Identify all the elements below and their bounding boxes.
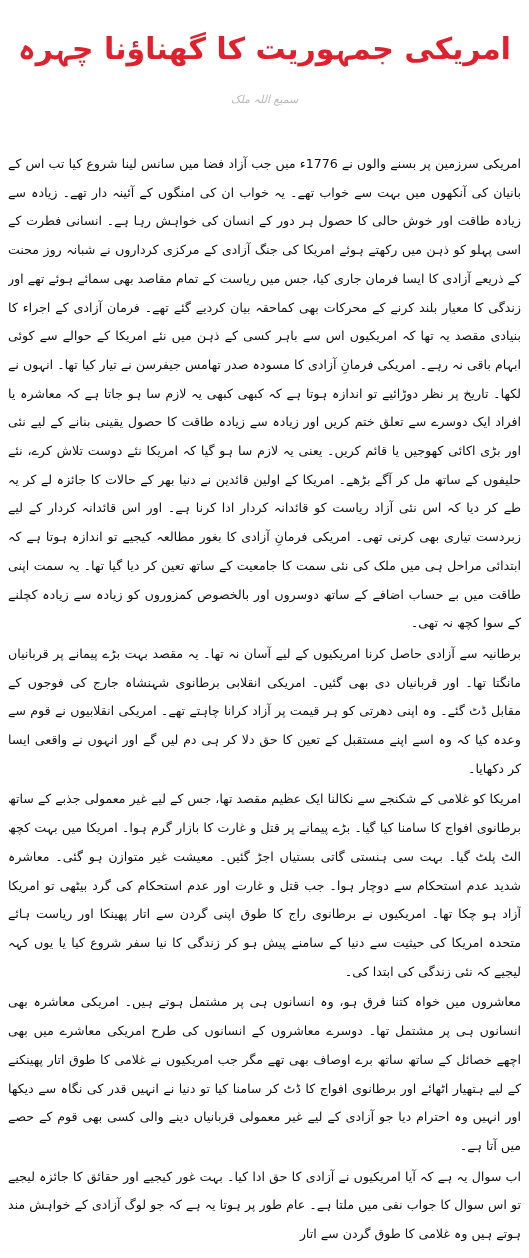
article-paragraph: امریکا کو غلامی کے شکنجے سے نکالنا ایک عظیم مقصد تھا، جس کے لیے غیر معمولی جذبے کے ساتھ برطانوی افواج کا سامنا کیا گیا۔ بڑے پیمانے پر قتل و غارت کا بازار گرم ہوا۔ امریکا میں بہت کچھ الٹ پلٹ گیا۔ بہت سی ہنستی گاتی بستیاں اجڑ گئیں۔ معیشت غیر متوازن ہو گئی۔ معاشرہ شدید عدم استحکام سے دوچار ہوا۔ جب قتل و غارت اور عدم استحکام کی گرد بیٹھی تو امریکا آزاد ہو چکا تھا۔ امریکیوں نے برطانوی راج کا طوق اپنی گردن سے اتار پھینکا اور ریاست ہائے متحدہ امریکا کی حیثیت سے دنیا کے سامنے پیش ہو کر زندگی کا نیا سفر شروع کیا یا یوں کہہ لیجیے کہ نئی زندگی کی ابتدا کی۔ <box>8 791 521 979</box>
article-body <box>8 150 521 1258</box>
article-paragraph: معاشروں میں خواہ کتنا فرق ہو، وہ انسانوں ہی پر مشتمل ہوتے ہیں۔ امریکی معاشرہ بھی انسانوں ہی پر مشتمل تھا۔ دوسرے معاشروں کے انسانوں کی طرح امریکی معاشرے میں بھی اچھے خصائل کے ساتھ ساتھ برے اوصاف بھی تھے مگر جب امریکیوں نے غلامی کا طوق اتار پھینکنے کے لیے ہتھیار اٹھائے اور برطانوی افواج کا ڈٹ کر سامنا کیا تو دنیا نے انہیں قدر کی نگاہ سے دیکھا اور انہیں وہ احترام دیا جو آزادی کے لیے غیر معمولی قربانیاں دینے والی کسی بھی قوم کے حصے میں آتا ہے۔ <box>8 994 521 1153</box>
article-paragraph: اب سوال یہ ہے کہ آیا امریکیوں نے آزادی کا حق ادا کیا۔ بہت غور کیجیے اور حقائق کا جائزہ لیجیے تو اس سوال کا جواب نفی میں ملتا ہے۔ عام طور پر ہوتا یہ ہے کہ جو لوگ آزادی کے خواہش مند ہوتے ہیں وہ غلامی کا طوق گردن سے اتار <box>8 1168 521 1242</box>
article-paragraph: امریکی سرزمین پر بسنے والوں نے 1776ء میں جب آزاد فضا میں سانس لینا شروع کیا تب اس کے بانیان کی آنکھوں میں بہت سے خواب تھے۔ یہ خواب ان کی امنگوں کے آئینہ دار تھے۔ زیادہ سے زیادہ طاقت اور خوش حالی کا حصول ہر دور کے انسان کی خواہش رہا ہے۔ انسانی فطرت کے اسی پہلو کو ذہن میں رکھتے ہوئے امریکا کی جنگ آزادی کے مرکزی کرداروں نے شبانہ روز محنت کے ذریعے آزادی کا ایسا فرمان جاری کیا، جس میں ریاست کے تمام مقاصد بھی سمائے ہوئے تھے اور زندگی کا معیار بلند کرنے کے محرکات بھی کماحقہ بیان کردیے گئے تھے۔ فرمان آزادی کے اجراء کا بنیادی مقصد یہ تھا کہ امریکیوں اس سے باہر کسی کے ذہن میں نئے امریکا کے حوالے سے کوئی ابہام باقی نہ رہے۔ امریکی فرمانِ آزادی کا مسودہ صدر تھامس جیفرسن نے تیار کیا تھا۔ انہوں نے لکھا۔ تاریخ پر نظر دوڑائیے تو اندازہ ہوتا ہے کہ کبھی کبھی یہ لازم سا ہو جاتا ہے کہ معاشرہ یا افراد ایک دوسرے سے تعلق ختم کریں اور زیادہ سے زیادہ طاقت کا حصول یقینی بنانے کے لیے نئی اور بڑی اکائی کھوجیں یا قائم کریں۔ یعنی یہ لازم سا ہو گیا کہ امریکا نئے دوست تلاش کرے، نئے حلیفوں کے ساتھ مل کر آگے بڑھے۔ امریکا کے اولین قائدین نے دنیا بھر کے حالات کا جائزہ لے کر یہ طے کر دیا کہ اس نئی آزاد ریاست کو قائدانہ کردار ادا کرنا ہے۔ اور اس قائدانہ کردار کے لیے زبردست تیاری بھی کرنی تھی۔ امریکی فرمانِ آزادی کا بغور مطالعہ کیجیے تو اندازہ ہوتا ہے کہ ابتدائی مراحل ہی میں ملک کی نئی سمت کا جامعیت کے ساتھ تعین کر دیا گیا تھا۔ یہ سمت اپنی طاقت میں بے حساب اضافے کے ساتھ دوسروں اور بالخصوص کمزوروں کو زیادہ سے زیادہ کچلنے کے سوا کچھ نہ تھی۔ <box>8 156 521 631</box>
article-title: امریکی جمہوریت کا گھناؤنا چہرہ <box>18 32 511 67</box>
author-name: سمیع اللہ ملک <box>230 93 299 106</box>
article-paragraph: برطانیہ سے آزادی حاصل کرنا امریکیوں کے لیے آسان نہ تھا۔ یہ مقصد بہت بڑے پیمانے پر قربانیاں مانگتا تھا۔ اور قربانیاں دی بھی گئیں۔ امریکی انقلابی برطانوی شہنشاہ جارج کی فوجوں کے مقابل ڈٹ گئے۔ وہ اپنی دھرتی کو ہر قیمت پر آزاد کرانا چاہتے تھے۔ امریکی انقلابیوں نے قوم سے وعدہ کیا کہ وہ اسے اپنے مستقبل کے تعین کا حق دلا کر ہی دم لیں گے اور انہوں نے واقعی ایسا کر دکھایا۔ <box>8 645 521 776</box>
